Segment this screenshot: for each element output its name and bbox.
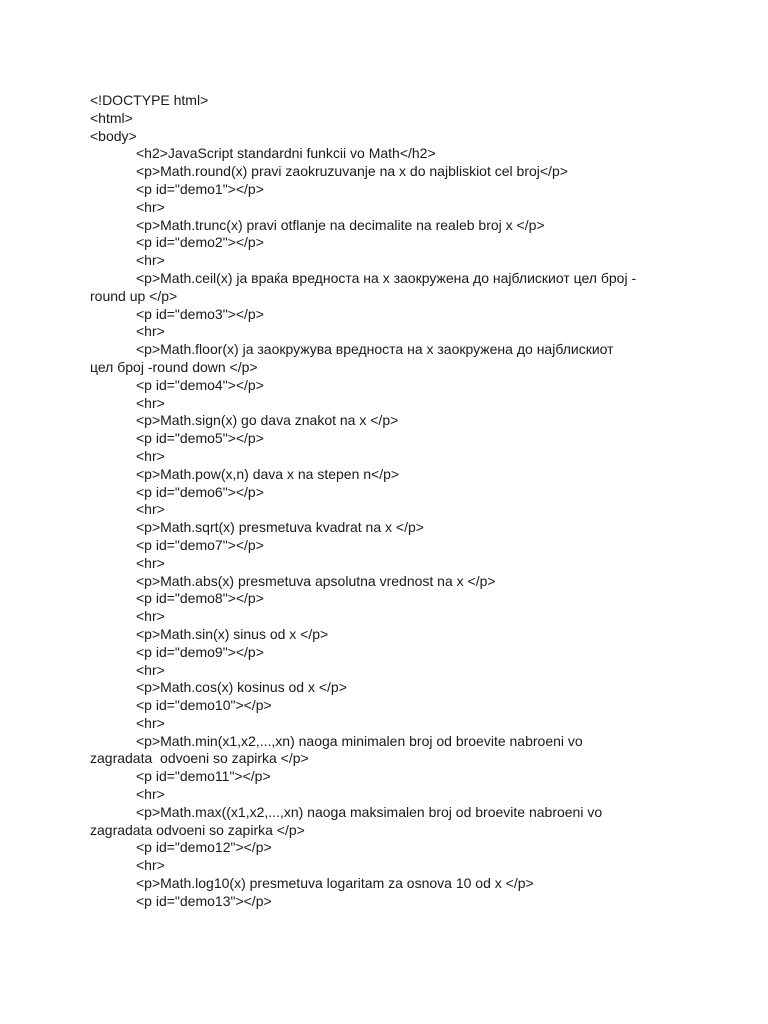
code-line: цел број -round down </p> <box>90 358 258 375</box>
code-line: <p id="demo3"></p> <box>136 305 264 322</box>
code-line: <p id="demo9"></p> <box>136 643 264 660</box>
code-line: <p>Math.ceil(x) ја враќа вредноста на x заокружена до најблискиот цел број - <box>136 269 637 286</box>
code-line: zagradata odvoeni so zapirka </p> <box>90 750 309 767</box>
code-line: round up </p> <box>90 287 178 304</box>
code-line: <p>Math.sin(x) sinus od x </p> <box>136 625 329 642</box>
code-line: <hr> <box>136 786 165 803</box>
code-line: <hr> <box>136 714 165 731</box>
code-line: <hr> <box>136 608 165 625</box>
document-page <box>90 92 690 911</box>
code-line: <p id="demo12"></p> <box>136 839 272 856</box>
code-line: <hr> <box>136 501 165 518</box>
code-line: <p id="demo13"></p> <box>136 892 272 909</box>
code-line: <p id="demo2"></p> <box>136 234 264 251</box>
code-line: <hr> <box>136 394 165 411</box>
code-line: <!DOCTYPE html> <box>90 92 209 108</box>
code-line: <p>Math.min(x1,x2,...,xn) naoga minimalen broj od broevite nabroeni vo <box>136 732 583 749</box>
code-line: <hr> <box>136 661 165 678</box>
code-line: <p id="demo5"></p> <box>136 430 264 447</box>
code-line: <p id="demo4"></p> <box>136 376 264 393</box>
code-line: <p id="demo1"></p> <box>136 180 264 197</box>
code-line: <h2>JavaScript standardni funkcii vo Math</h2> <box>136 145 436 162</box>
code-line: <hr> <box>136 198 165 215</box>
code-line: <p id="demo6"></p> <box>136 483 264 500</box>
code-line: <p>Math.floor(x) ја заокружува вредноста на x заокружена до најблискиот <box>136 341 614 358</box>
code-line: <hr> <box>136 323 165 340</box>
code-line: <p id="demo10"></p> <box>136 697 272 714</box>
code-line: <p>Math.sqrt(x) presmetuva kvadrat na x </p> <box>136 519 424 536</box>
code-line: <hr> <box>136 447 165 464</box>
code-line: <hr> <box>136 554 165 571</box>
code-line: <p>Math.log10(x) presmetuva logaritam za osnova 10 od x </p> <box>136 875 534 892</box>
code-line: <p>Math.abs(x) presmetuva apsolutna vrednost na x </p> <box>136 572 496 589</box>
code-line: zagradata odvoeni so zapirka </p> <box>90 821 305 838</box>
code-line: <html> <box>90 109 133 126</box>
code-line: <hr> <box>136 857 165 874</box>
code-line: <p>Math.cos(x) kosinus od x </p> <box>136 679 347 696</box>
code-line: <p>Math.trunc(x) pravi otflanje na decimalite na realeb broj x </p> <box>136 216 545 233</box>
code-line: <p>Math.sign(x) go dava znakot na x </p> <box>136 412 399 429</box>
code-line: <p id="demo7"></p> <box>136 536 264 553</box>
code-line: <p id="demo11"></p> <box>136 768 271 785</box>
code-line: <p id="demo8"></p> <box>136 590 264 607</box>
code-line: <body> <box>90 127 137 144</box>
code-line: <p>Math.pow(x,n) dava x na stepen n</p> <box>136 465 400 482</box>
code-line: <hr> <box>136 252 165 269</box>
code-line: <p>Math.round(x) pravi zaokruzuvanje na x do najbliskiot cel broj</p> <box>136 163 568 180</box>
code-line: <p>Math.max((x1,x2,...,xn) naoga maksimalen broj od broevite nabroeni vo <box>136 803 603 820</box>
